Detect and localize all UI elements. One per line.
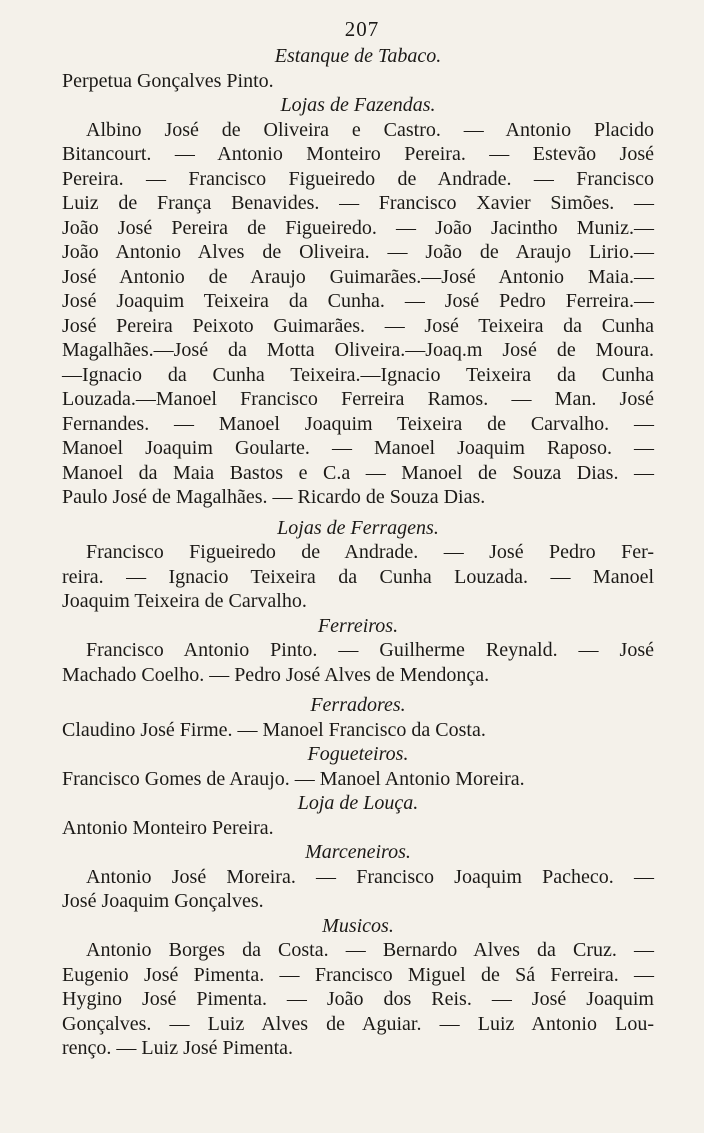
section-line: Antonio Borges da Costa. — Bernardo Alves da Cruz. —: [86, 939, 654, 961]
section-line: Francisco Gomes de Araujo. — Manoel Antonio Moreira.: [62, 767, 525, 790]
section-line: Eugenio José Pimenta. — Francisco Miguel de Sá Ferreira. —: [62, 963, 654, 986]
section-line: —Ignacio da Cunha Teixeira.—Ignacio Teixeira da Cunha: [62, 363, 654, 386]
section-line: Claudino José Firme. — Manoel Francisco da Costa.: [62, 718, 486, 741]
section-heading-fogueteiros: Fogueteiros.: [307, 743, 409, 765]
section-line: Luiz de França Benavides. — Francisco Xavier Simões. —: [62, 192, 654, 214]
section-line: João José Pereira de Figueiredo. — João Jacintho Muniz.—: [62, 216, 654, 239]
directory-page: [62, 14, 654, 1061]
section-line: Paulo José de Magalhães. — Ricardo de Souza Dias.: [62, 486, 486, 508]
section-line: Hygino José Pimenta. — João dos Reis. — José Joaquim: [62, 988, 654, 1010]
section-line: Francisco Antonio Pinto. — Guilherme Reynald. — José: [86, 639, 654, 661]
section-line: Gonçalves. — Luiz Alves de Aguiar. — Luiz Antonio Lou-: [62, 1012, 654, 1035]
section-line: Manoel Joaquim Goularte. — Manoel Joaquim Raposo. —: [62, 437, 654, 459]
section-line: Bitancourt. — Antonio Monteiro Pereira. — Estevão José: [62, 143, 654, 165]
section-line: renço. — Luiz José Pimenta.: [62, 1037, 294, 1059]
section-heading-musicos: Musicos.: [322, 914, 394, 937]
section-line: José Antonio de Araujo Guimarães.—José Antonio Maia.—: [62, 265, 654, 288]
section-heading-lojas-de-ferragens: Lojas de Ferragens.: [277, 516, 439, 539]
section-line: Perpetua Gonçalves Pinto.: [62, 69, 274, 92]
section-line: José Joaquim Teixeira da Cunha. — José Pedro Ferreira.—: [62, 290, 654, 312]
section-heading-marceneiros: Marceneiros.: [305, 841, 411, 863]
section-line: Manoel da Maia Bastos e C.a — Manoel de Souza Dias. —: [62, 461, 654, 484]
section-line: Albino José de Oliveira e Castro. — Antonio Placido: [86, 118, 654, 141]
section-line: Louzada.—Manoel Francisco Ferreira Ramos. — Man. José: [62, 388, 654, 410]
section-heading-ferreiros: Ferreiros.: [317, 614, 399, 637]
section-line: José Pereira Peixoto Guimarães. — José Teixeira da Cunha: [62, 314, 654, 337]
section-line: reira. — Ignacio Teixeira da Cunha Louzada. — Manoel: [62, 565, 654, 588]
section-line: Machado Coelho. — Pedro José Alves de Mendonça.: [62, 663, 490, 686]
section-line: Joaquim Teixeira de Carvalho.: [62, 590, 307, 612]
section-line: Antonio José Moreira. — Francisco Joaquim Pacheco. —: [86, 865, 654, 888]
section-line: Magalhães.—José da Motta Oliveira.—Joaq.m José de Moura.: [62, 339, 654, 361]
section-line: Pereira. — Francisco Figueiredo de Andrade. — Francisco: [62, 167, 654, 190]
page-number: 207: [344, 17, 380, 41]
section-heading-loja-de-louca: Loja de Louça.: [297, 792, 419, 814]
section-line: João Antonio Alves de Oliveira. — João de Araujo Lirio.—: [62, 241, 654, 263]
section-line: Antonio Monteiro Pereira.: [62, 816, 274, 839]
section-line: José Joaquim Gonçalves.: [62, 890, 264, 912]
section-heading-ferradores: Ferradores.: [310, 694, 406, 716]
section-heading-lojas-de-fazendas: Lojas de Fazendas.: [280, 94, 436, 116]
section-line: Francisco Figueiredo de Andrade. — José Pedro Fer-: [86, 541, 654, 563]
section-heading-estanque-de-tabaco: Estanque de Tabaco.: [274, 45, 442, 67]
section-line: Fernandes. — Manoel Joaquim Teixeira de Carvalho. —: [62, 412, 654, 435]
